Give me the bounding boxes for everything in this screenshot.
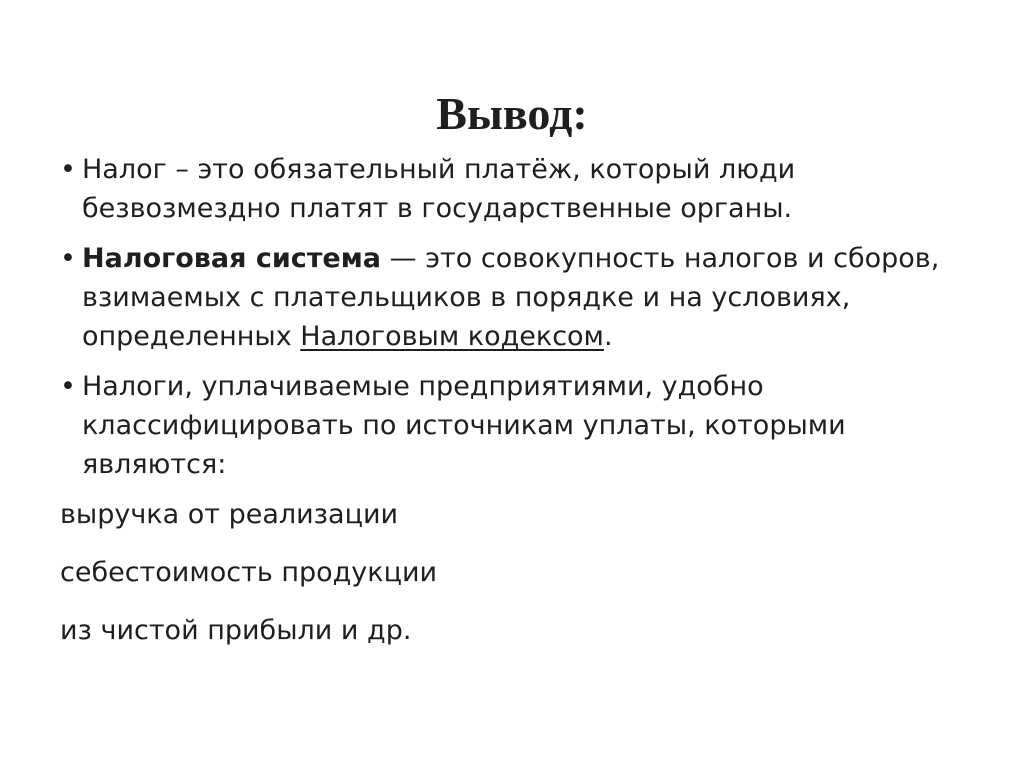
bullet-text: Налоги, уплачиваемые предприятиями, удобно классифицировать по источникам уплаты, которыми являются: xyxy=(82,371,846,480)
bullet-item-tax-definition xyxy=(60,150,980,228)
source-item-cost: себестоимость продукции xyxy=(60,557,438,588)
bullet-text: Налог – это обязательный платёж, который люди безвозмездно платят в государственные органы. xyxy=(82,154,796,224)
bullet-text-end: . xyxy=(603,321,613,352)
bullet-item-tax-system xyxy=(60,239,980,356)
slide-title: Вывод: xyxy=(436,88,588,139)
slide-content xyxy=(60,150,980,669)
bullet-term: Налоговая система xyxy=(82,243,382,274)
bullet-item-tax-sources xyxy=(60,367,980,484)
bullet-icon: • xyxy=(60,371,76,402)
source-item-net-profit: из чистой прибыли и др. xyxy=(60,615,412,646)
bullet-icon: • xyxy=(60,243,76,274)
bullet-text: — это совокупность налогов и сборов, взимаемых с плательщиков в порядке и на условиях, определенных xyxy=(82,243,940,352)
tax-code-link[interactable]: Налоговым кодексом xyxy=(300,321,604,352)
source-item-revenue: выручка от реализации xyxy=(60,499,399,530)
bullet-icon: • xyxy=(60,154,76,185)
